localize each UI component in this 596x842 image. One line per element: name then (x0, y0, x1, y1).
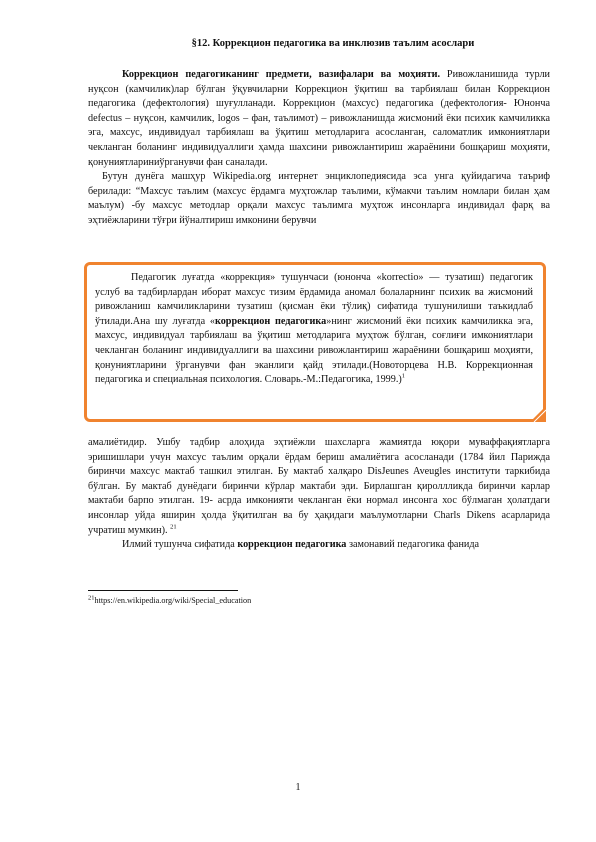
concept-bold-term: коррекцион педагогика (237, 539, 347, 551)
continuation-paragraph (88, 436, 550, 538)
footnote-ref-21: 21 (170, 523, 177, 531)
callout-text-2: »нинг жисмоний ёки психик камчиликка эга, махсус, индивидуал тарбиялаш ва ўқитиш методларига муҳтож бўлган, соғлиғи имкониятлари чекланган боланинг индивидуаллиги ва шахсини ривожлантириш жараёнини бошқариш моҳияти, қонуниятларини ўрганувчи фан эканлиги қайд этилади.(Новоторцева Н.В. Коррекционная педагогика и специальная психология. Словарь.-М.:Педагогика, 1999.) (95, 315, 533, 386)
footnote-number: 21 (88, 594, 95, 602)
intro-section (88, 68, 550, 229)
concept-text-post: замонавий педагогика фанида (346, 539, 480, 551)
callout-footnote-ref: 1 (401, 372, 406, 380)
concept-text-pre: Илмий тушунча сифатида (122, 539, 238, 551)
footnote-link[interactable]: https://en.wikipedia.org/wiki/Special_education (94, 596, 252, 605)
page-number: 1 (295, 782, 301, 793)
callout-bold-term: коррекцион педагогика (214, 315, 327, 327)
continuation-text: амалиётидир. Ушбу тадбир алоҳида эҳтиёжли шахсларга жамиятда юқори муваффақиятларга эришишлари учун махсус таълим орқали ёрдам бериш амалиётига асосланади (1784 йил Парижда биринчи махсус мактаб ташкил этилган. Бу мактаб халқаро DisJeunes Aveugles институти таркибида бўлган. Бу мактаб дунёдаги биринчи кўрлар мактаби эди. Бирлашган қироллликда биринчи карлар мактаби барпо этилган. 19- асрда имконияти чекланган ёки нормал инсонга хос бўлмаган ҳолатдаги инсонлар уйда яширин ҳолда ўқитилган ва бу ҳақидаги маълумотларни Charls Dikens асарларида учратиш мумкин). (88, 437, 550, 536)
section-title: §12. Коррекцион педагогика ва инклюзив таълим асослари (191, 38, 475, 49)
intro-lead-bold: Коррекцион педагогиканинг предмети, вазифалари ва моҳияти. (122, 69, 440, 80)
intro-paragraph (88, 68, 550, 170)
wikipedia-paragraph: Бутун дунёга машҳур Wikipedia.org интернет энциклопедиясида эса унга қуйидагича таъриф берилади: “Махсус таълим (махсус ёрдамга муҳтожлар таълими, кўмакчи таълим номлари билан ҳам маълум) -бу махсус методлар орқали махсус таълимга муҳтож инсонларга индивидал фарқ ва эҳтиёжларини тўғри йўналтириш имконини берувчи (88, 171, 550, 226)
footnote (88, 596, 251, 605)
callout-paragraph (95, 271, 533, 388)
callout-text-1: Педагогик луғатда «коррекция» тушунчаси (юнонча «korrectio» — тузатиш) педагогик услуб ва тадбирлардан иборат махсус тизим ёрдамида аномал болаларнинг психик ва жисмоний ривожланиш камчиликларини тузатиш (қисман ёки тўлиқ) сифатида тушунилиши таъкидлаб ўтилади.Ана шу луғатда « (95, 272, 533, 327)
scientific-concept-paragraph (88, 538, 550, 553)
intro-lead-text: Ривожланишида турли нуқсон (камчилик)лар бўлган ўқувчиларни Коррекцион ўқитиш ва тарбиялаш билан Коррекцион педагогика (дефектология) шуғулланади. Коррекцион (махсус) педагогика (дефектология- Юнонча defectus – нуқсон, камчилик, logos – фан, таълимот) – ривожланишда жисмоний ёки психик камчиликка эга, махсус, индивидуал тарбиялаш ва ўқитиш методларига асосланган, саломатлик имкониятлари чекланган боланинг индивидуаллиги ҳамда шахсини ривожлантириш жараёнини бошқариш моҳияти, қонуниятлариниўрганувчи фан саналади. (88, 69, 550, 168)
continuation-section (88, 436, 550, 553)
callout-box (84, 262, 546, 422)
page-curl-icon (530, 406, 546, 422)
footnote-divider (88, 590, 238, 591)
